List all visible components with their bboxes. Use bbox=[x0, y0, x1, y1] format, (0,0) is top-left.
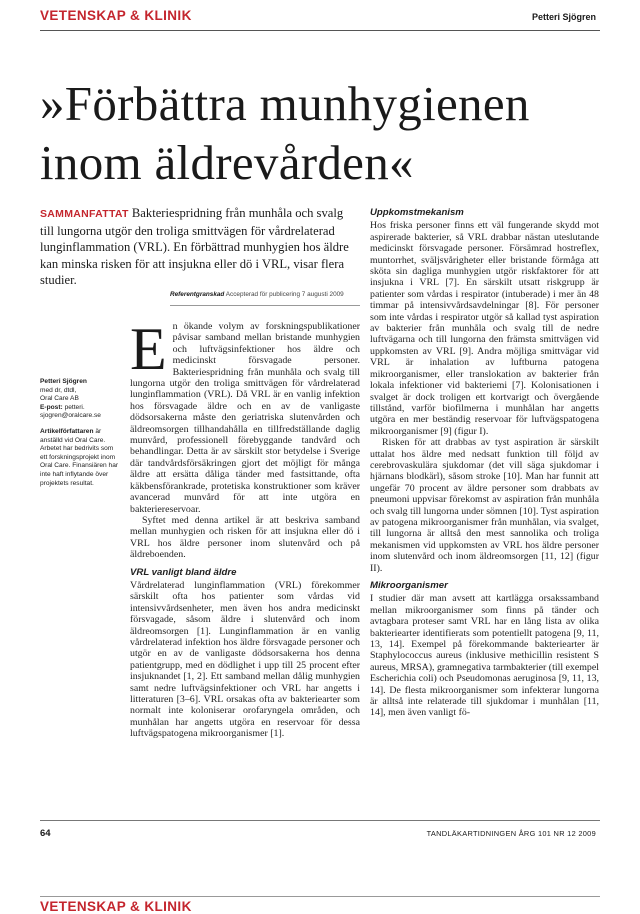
review-divider bbox=[170, 305, 360, 306]
author-degree: med dr, dtdl, bbox=[40, 386, 77, 394]
body-column-1 bbox=[130, 316, 360, 740]
purpose-paragraph: Syftet med denna artikel är att beskriva samband mellan munhygien och risken för att insjukna eller dö i VRL hos äldre personer inom slutenvård och på äldreboenden. bbox=[130, 514, 360, 561]
author-email bbox=[40, 404, 120, 413]
article-title: »Förbättra munhygienen inom äldrevården« bbox=[40, 76, 530, 190]
intro-paragraph bbox=[130, 316, 360, 515]
vrl-paragraph: Vårdrelaterad lunginflammation (VRL) förekommer särskilt ofta hos patienter som vårdas vid intensivvårdsenheter, men även hos andra medicinskt försvagade, såsom äldre i slutenvård och inom äldreomsorgen [1]. Lunginflammation är en vanlig vårdrelaterad infektion hos äldre försvagade personer och utgör en av de vanligaste dödsorsakerna hos denna patientgrupp, med en dödlighet i upp till 25 procent efter insjuknandet [1, 2]. Ett samband mellan dålig munhygien samt nedre luftvägsinfektioner och VRL har angetts i litteraturen [3–6]. VRL orsakas ofta av bakteriearter som normalt inte koloniserar orofaryngela områden, och munhålan har angetts utgöra en reservoar för dessa luftvägspatogena mikroorganismer [1]. bbox=[130, 579, 360, 740]
journal-info: TANDLÄKARTIDNINGEN ÅRG 101 NR 12 2009 bbox=[426, 829, 596, 838]
microorganisms-paragraph: I studier där man avsett att kartlägga orsakssamband mellan mikroorganismer som finns på tänder och avtagbara proteser samt VRL har en lång lista av olika bakteriearter identifierats som potentiellt patogena [9, 11, 13, 14]. Exempel på förekommande bakteriearter är Staphylococcus aureus (inklusive methicillin resistent S aureus, MRSA), gramnegativa tarmbakterier (till exempel Escherichia coli) och Pseudomonas aeruginosa [9, 11, 13, 14]. De flesta mikroorganismer som infekterar lungorna är alltså inte relaterade till sjukdomar i munhålan [11, 14], men även vanligt fö- bbox=[370, 593, 599, 719]
subheading-microorganisms: Mikroorganismer bbox=[370, 580, 448, 591]
disclosure-text: är anställd vid Oral Care. Arbetet har bedrivits som ett forskningsprojekt inom Oral Care. Finansiären har inte haft inflytande över projektets resultat. bbox=[40, 427, 119, 487]
next-page-section-label: VETENSKAP & KLINIK bbox=[40, 899, 192, 914]
subheading-vrl: VRL vanligt bland äldre bbox=[130, 566, 237, 578]
section-label: VETENSKAP & KLINIK bbox=[40, 8, 192, 23]
drop-cap: E bbox=[130, 316, 167, 382]
subheading-mechanism: Uppkomstmekanism bbox=[370, 207, 464, 218]
body-column-2 bbox=[370, 207, 599, 719]
disclosure-label: Artikelförfattaren bbox=[40, 427, 94, 435]
header-divider bbox=[40, 30, 600, 31]
review-text: Accepterad för publicering 7 augusti 2009 bbox=[225, 291, 344, 298]
summary-text: Bakteriespridning från munhåla och svalg till lungorna utgör den troliga smittvägen för vårdrelaterad lunginflammation (VRL). En förbättrad munhygien hos äldre kan minska risken för att insjukna eller dö i VRL, visar flera studier. bbox=[40, 206, 349, 287]
running-author: Petteri Sjögren bbox=[531, 12, 596, 22]
next-page-divider bbox=[40, 896, 600, 897]
review-note bbox=[170, 291, 360, 298]
author-name: Petteri Sjögren bbox=[40, 378, 87, 385]
summary bbox=[40, 205, 356, 289]
email-address[interactable]: sjogren@oralcare.se bbox=[40, 412, 101, 420]
intro-text: n ökande volym av forskningspublikationer påvisar samband mellan bristande munhygien och luftvägsinfektioner hos äldre och medicinskt försvagade personer. Bakteriespridning från munhåla och svalg till lungorna utgör den troliga smittvägen för vårdrelaterad lunginflammation (VRL). Då VRL är en vanlig infektion hos försvagade äldre och en av de vanligaste dödsorsakerna måste den geriatriska slutenvården och äldreomsorgen tillhandahålla en tillfredställande daglig munvård, professionell förebyggande tandvård och behandlingar. Detta är av särskilt stor betydelse i Sverige där tandvårdsförsäkringen gjort det möjligt för många äldre att ersätta dåliga tänder med fastsittande, ofta käkbensförankrade, protetiska konstruktioner som kräver avancerad munvård för att inte utgöra en bakteriereservoar. bbox=[130, 321, 360, 515]
mechanism-paragraph: Hos friska personer finns ett väl fungerande skydd mot aspirerade bakterier, så VRL drabbar nästan uteslutande medicinskt försvagade personer. Försämrad hostreflex, muntorrhet, sväljsvårigheter eller bristande förmåga att sköta sin dagliga munhygien utgör riskfaktorer för att insjukna i VRL [7]. En särskilt utsatt riskgrupp är patienter som vårdas i respirator (intuberade) i mer än 48 timmar på intensivvårdsavdelningar [8]. För personer som inte vårdas i respirator utgör så kallad tyst aspiration av bakterier från munhåla och svalg till de nedre luftvägarna och till lungorna den främsta smittvägen vid uppkomsten av VRL [9]. Andra möjliga smittvägar vid VRL är inhalation av luftburna patogena mikroorganismer, eller translokation av bakterier från lokala infektioner vid bakteriemi [7]. Kolonisationen i svalget är dock troligen ett kortvarigt och övergående tillstånd, varför biofilmerna i munhålan har angetts utgöra en mer beständig reservoar för luftvägspatogena mikroorganismer [9] (figur I). bbox=[370, 220, 599, 437]
summary-label: SAMMANFATTAT bbox=[40, 208, 129, 220]
author-company: Oral Care AB bbox=[40, 395, 79, 403]
author-sidebar bbox=[40, 378, 120, 488]
footer-divider bbox=[40, 820, 600, 821]
email-label: E-post: bbox=[40, 403, 63, 411]
disclosure bbox=[40, 428, 120, 488]
email-prefix: petteri. bbox=[64, 403, 85, 411]
review-label: Referentgranskad bbox=[170, 291, 225, 298]
page-number: 64 bbox=[40, 828, 51, 839]
aspiration-paragraph: Risken för att drabbas av tyst aspiration är särskilt uttalat hos äldre med nedsatt funktion till följd av cerebrovaskulära sjukdomar (det vill säga sjukdomar i hjärnans blodkärl), såsom stroke [10]. Man har funnit att ungefär 70 procent av äldre personer som drabbats av pneumoni uppvisar förekomst av aspiration från munhåla och svalg till lungorna under sömnen [10]. Tyst aspiration av patogena mikroorganismer från munhålan, via svalget, till lungorna är alltså den mest sannolika och troliga mekanismen vid uppkomsten av VRL hos äldre personer inom slutenvård och inom äldreomsorgen [11, 12] (figur II). bbox=[370, 437, 599, 574]
